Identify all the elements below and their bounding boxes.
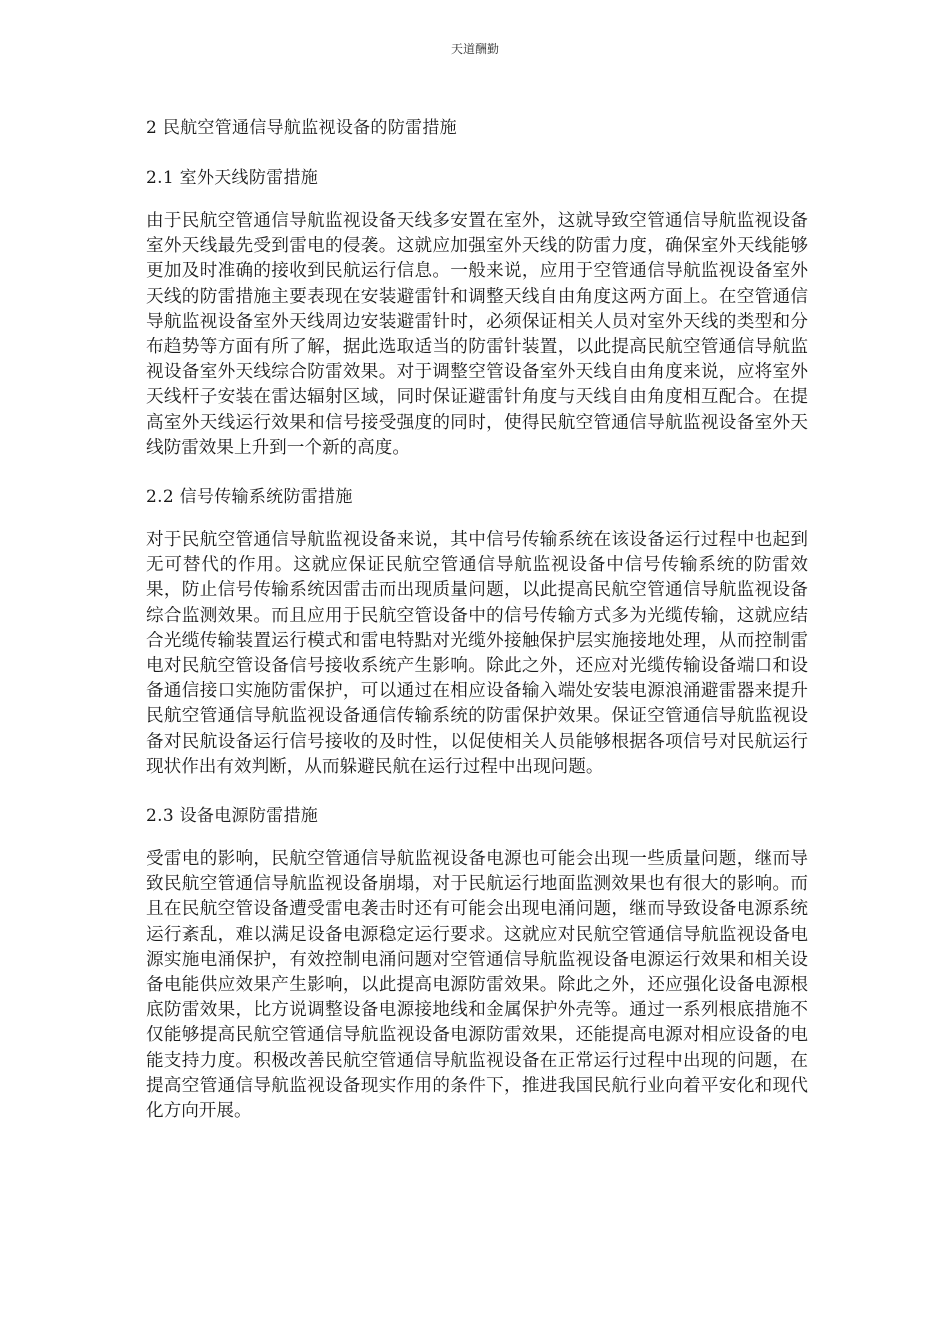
page-header: 天道酬勤 (450, 42, 499, 56)
subsection-heading-2-3: 2.3 设备电源防雷措施 (146, 806, 319, 827)
document-body (146, 116, 808, 1124)
paragraph-2-2: 对于民航空管通信导航监视设备来说，其中信号传输系统在该设备运行过程中也起到无可替代的作用。这就应保证民航空管通信导航监视设备中信号传输系统的防雷效果，防止信号传输系统因雷击而出现质量问题，以此提高民航空管通信导航监视设备综合监测效果。而且应用于民航空管设备中的信号传输方式多为光缆传输，这就应结合光缆传输装置运行模式和雷电特點对光缆外接触保护层实施接地处理，从而控制雷电对民航空管设备信号接收系统产生影响。除此之外，还应对光缆传输设备端口和设备通信接口实施防雷保护，可以通过在相应设备输入端处安装电源浪涌避雷器来提升民航空管通信导航监视设备通信传输系统的防雷保护效果。保证空管通信导航监视设备对民航设备运行信号接收的及时性，以促使相关人员能够根据各项信号对民航运行现状作出有效判断，从而躲避民航在运行过程中出现问题。 (146, 530, 808, 777)
paragraph-2-1: 由于民航空管通信导航监视设备天线多安置在室外，这就导致空管通信导航监视设备室外天线最先受到雷电的侵袭。这就应加强室外天线的防雷力度，确保室外天线能够更加及时准确的接收到民航运行信息。一般来说，应用于空管通信导航监视设备室外天线的防雷措施主要表现在安装避雷针和调整天线自由角度这两方面上。在空管通信导航监视设备室外天线周边安装避雷针时，必须保证相关人员对室外天线的类型和分布趋势等方面有所了解，据此选取适当的防雷针装置，以此提高民航空管通信导航监视设备室外天线综合防雷效果。对于调整空管设备室外天线自由角度来说，应将室外天线杆子安装在雷达辐射区域，同时保证避雷针角度与天线自由角度相互配合。在提高室外天线运行效果和信号接受强度的同时，使得民航空管通信导航监视设备室外天线防雷效果上升到一个新的高度。 (146, 211, 808, 458)
section-title: 2 民航空管通信导航监视设备的防雷措施 (146, 118, 457, 138)
subsection-heading-2-1: 2.1 室外天线防雷措施 (146, 168, 319, 188)
paragraph-2-3: 受雷电的影响，民航空管通信导航监视设备电源也可能会出现一些质量问题，继而导致民航空管通信导航监视设备崩塌，对于民航运行地面监测效果也有很大的影响。而且在民航空管设备遭受雷电袭击时还有可能会出现电涌问题，继而导致设备电源系统运行紊乱，难以满足设备电源稳定运行要求。这就应对民航空管通信导航监视设备电源实施电涌保护，有效控制电涌问题对空管通信导航监视设备电源运行效果和相关设备电能供应效果产生影响，以此提高电源防雷效果。除此之外，还应强化设备电源根底防雷效果，比方说调整设备电源接地线和金属保护外壳等。通过一系列根底措施不仅能够提高民航空管通信导航监视设备电源防雷效果，还能提高电源对相应设备的电能支持力度。积极改善民航空管通信导航监视设备在正常运行过程中出现的问题，在提高空管通信导航监视设备现实作用的条件下，推进我国民航行业向着平安化和现代化方向开展。 (146, 849, 808, 1122)
subsection-heading-2-2: 2.2 信号传输系统防雷措施 (146, 487, 353, 508)
